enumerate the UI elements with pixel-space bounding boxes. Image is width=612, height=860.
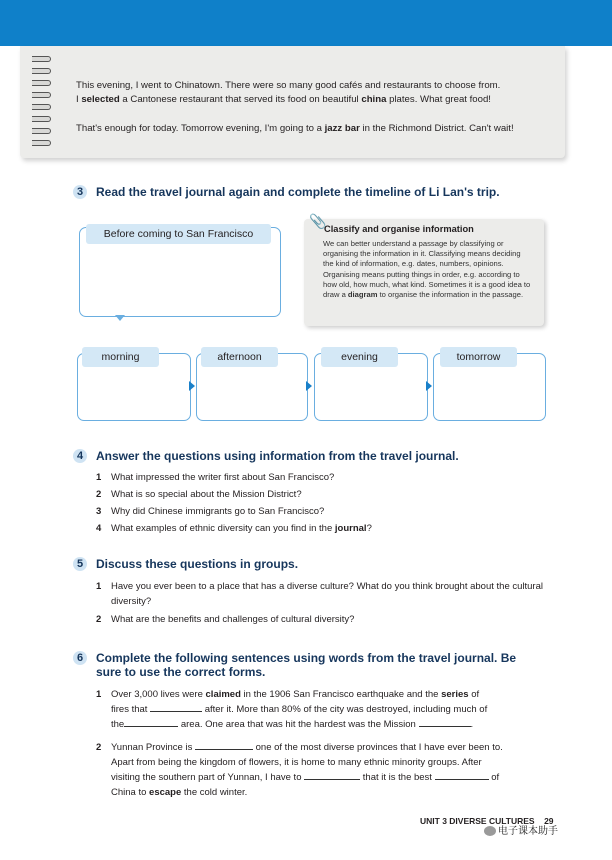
ring-binding (32, 92, 51, 98)
question-3-title: Read the travel journal again and complete the timeline of Li Lan's trip. (96, 185, 500, 199)
question-3-number: 3 (73, 185, 87, 199)
ring-binding (32, 128, 51, 134)
unit-label: UNIT 3 DIVERSE CULTURES (420, 816, 535, 826)
paperclip-icon: 📎 (309, 213, 327, 229)
timeline-label: evening (321, 347, 398, 367)
blank-input[interactable] (304, 770, 360, 780)
question-6-title-line1: Complete the following sentences using words from the travel journal. Be (96, 651, 517, 665)
watermark-badge (484, 822, 558, 837)
down-arrow-icon (115, 315, 125, 321)
question-4-title: Answer the questions using information from the travel journal. (96, 449, 459, 463)
journal-paragraph-1: This evening, I went to Chinatown. There were so many good cafés and restaurants to choose from. I selected a Cantonese restaurant that served its food on beautiful china plates. What great food! (76, 80, 501, 105)
top-banner (0, 0, 612, 46)
blank-input[interactable] (124, 717, 178, 727)
watermark-text: 电子课本助手 (498, 826, 558, 837)
question-5-number: 5 (73, 557, 87, 571)
right-arrow-icon (189, 381, 195, 391)
ring-binding (32, 116, 51, 122)
before-label: Before coming to San Francisco (86, 224, 271, 244)
question-6-number: 6 (73, 651, 87, 665)
question-6-sentence-2: 2 Yunnan Province is one of the most diverse provinces that I have ever been to. Apart from being the kingdom of flowers, it is home to many ethnic minority groups. After visiting the southern part of Yunnan, I have to that it is the best of China to escape the cold winter. (96, 742, 503, 798)
timeline-label: tomorrow (440, 347, 517, 367)
blank-input[interactable] (419, 717, 471, 727)
blank-input[interactable] (435, 770, 489, 780)
wechat-icon (484, 826, 496, 836)
timeline-label: afternoon (201, 347, 278, 367)
ring-binding (32, 104, 51, 110)
question-5-title: Discuss these questions in groups. (96, 557, 299, 571)
question-4-number: 4 (73, 449, 87, 463)
tip-body: We can better understand a passage by classifying or organising the information in it. Classifying means deciding the kind of information, e.g. dates, numbers, opinions. Organising means putting things in order, e.g. according to how old, how much, what kind. Sometimes it is a good idea to draw a diagram to organise the information in the passage. (323, 239, 531, 300)
tip-title: Classify and organise information (324, 224, 474, 234)
blank-input[interactable] (150, 702, 202, 712)
ring-binding (32, 140, 51, 146)
tip-box (304, 213, 544, 326)
ring-binding (32, 56, 51, 62)
question-6-title-line2: sure to use the correct forms. (96, 665, 266, 679)
blank-input[interactable] (195, 740, 253, 750)
timeline-label: morning (82, 347, 159, 367)
page-number: 29 (544, 816, 554, 826)
journal-notebook (20, 46, 565, 158)
journal-paragraph-2: That's enough for today. Tomorrow evening, I'm going to a jazz bar in the Richmond District. Can't wait! (76, 123, 514, 134)
right-arrow-icon (306, 381, 312, 391)
ring-binding (32, 68, 51, 74)
ring-binding (32, 80, 51, 86)
right-arrow-icon (426, 381, 432, 391)
question-6-sentence-1: 1 Over 3,000 lives were claimed in the 1906 San Francisco earthquake and the series of fires that after it. More than 80% of the city was destroyed, including much of the area. One area that was hit the hardest was the Mission . (96, 689, 488, 730)
